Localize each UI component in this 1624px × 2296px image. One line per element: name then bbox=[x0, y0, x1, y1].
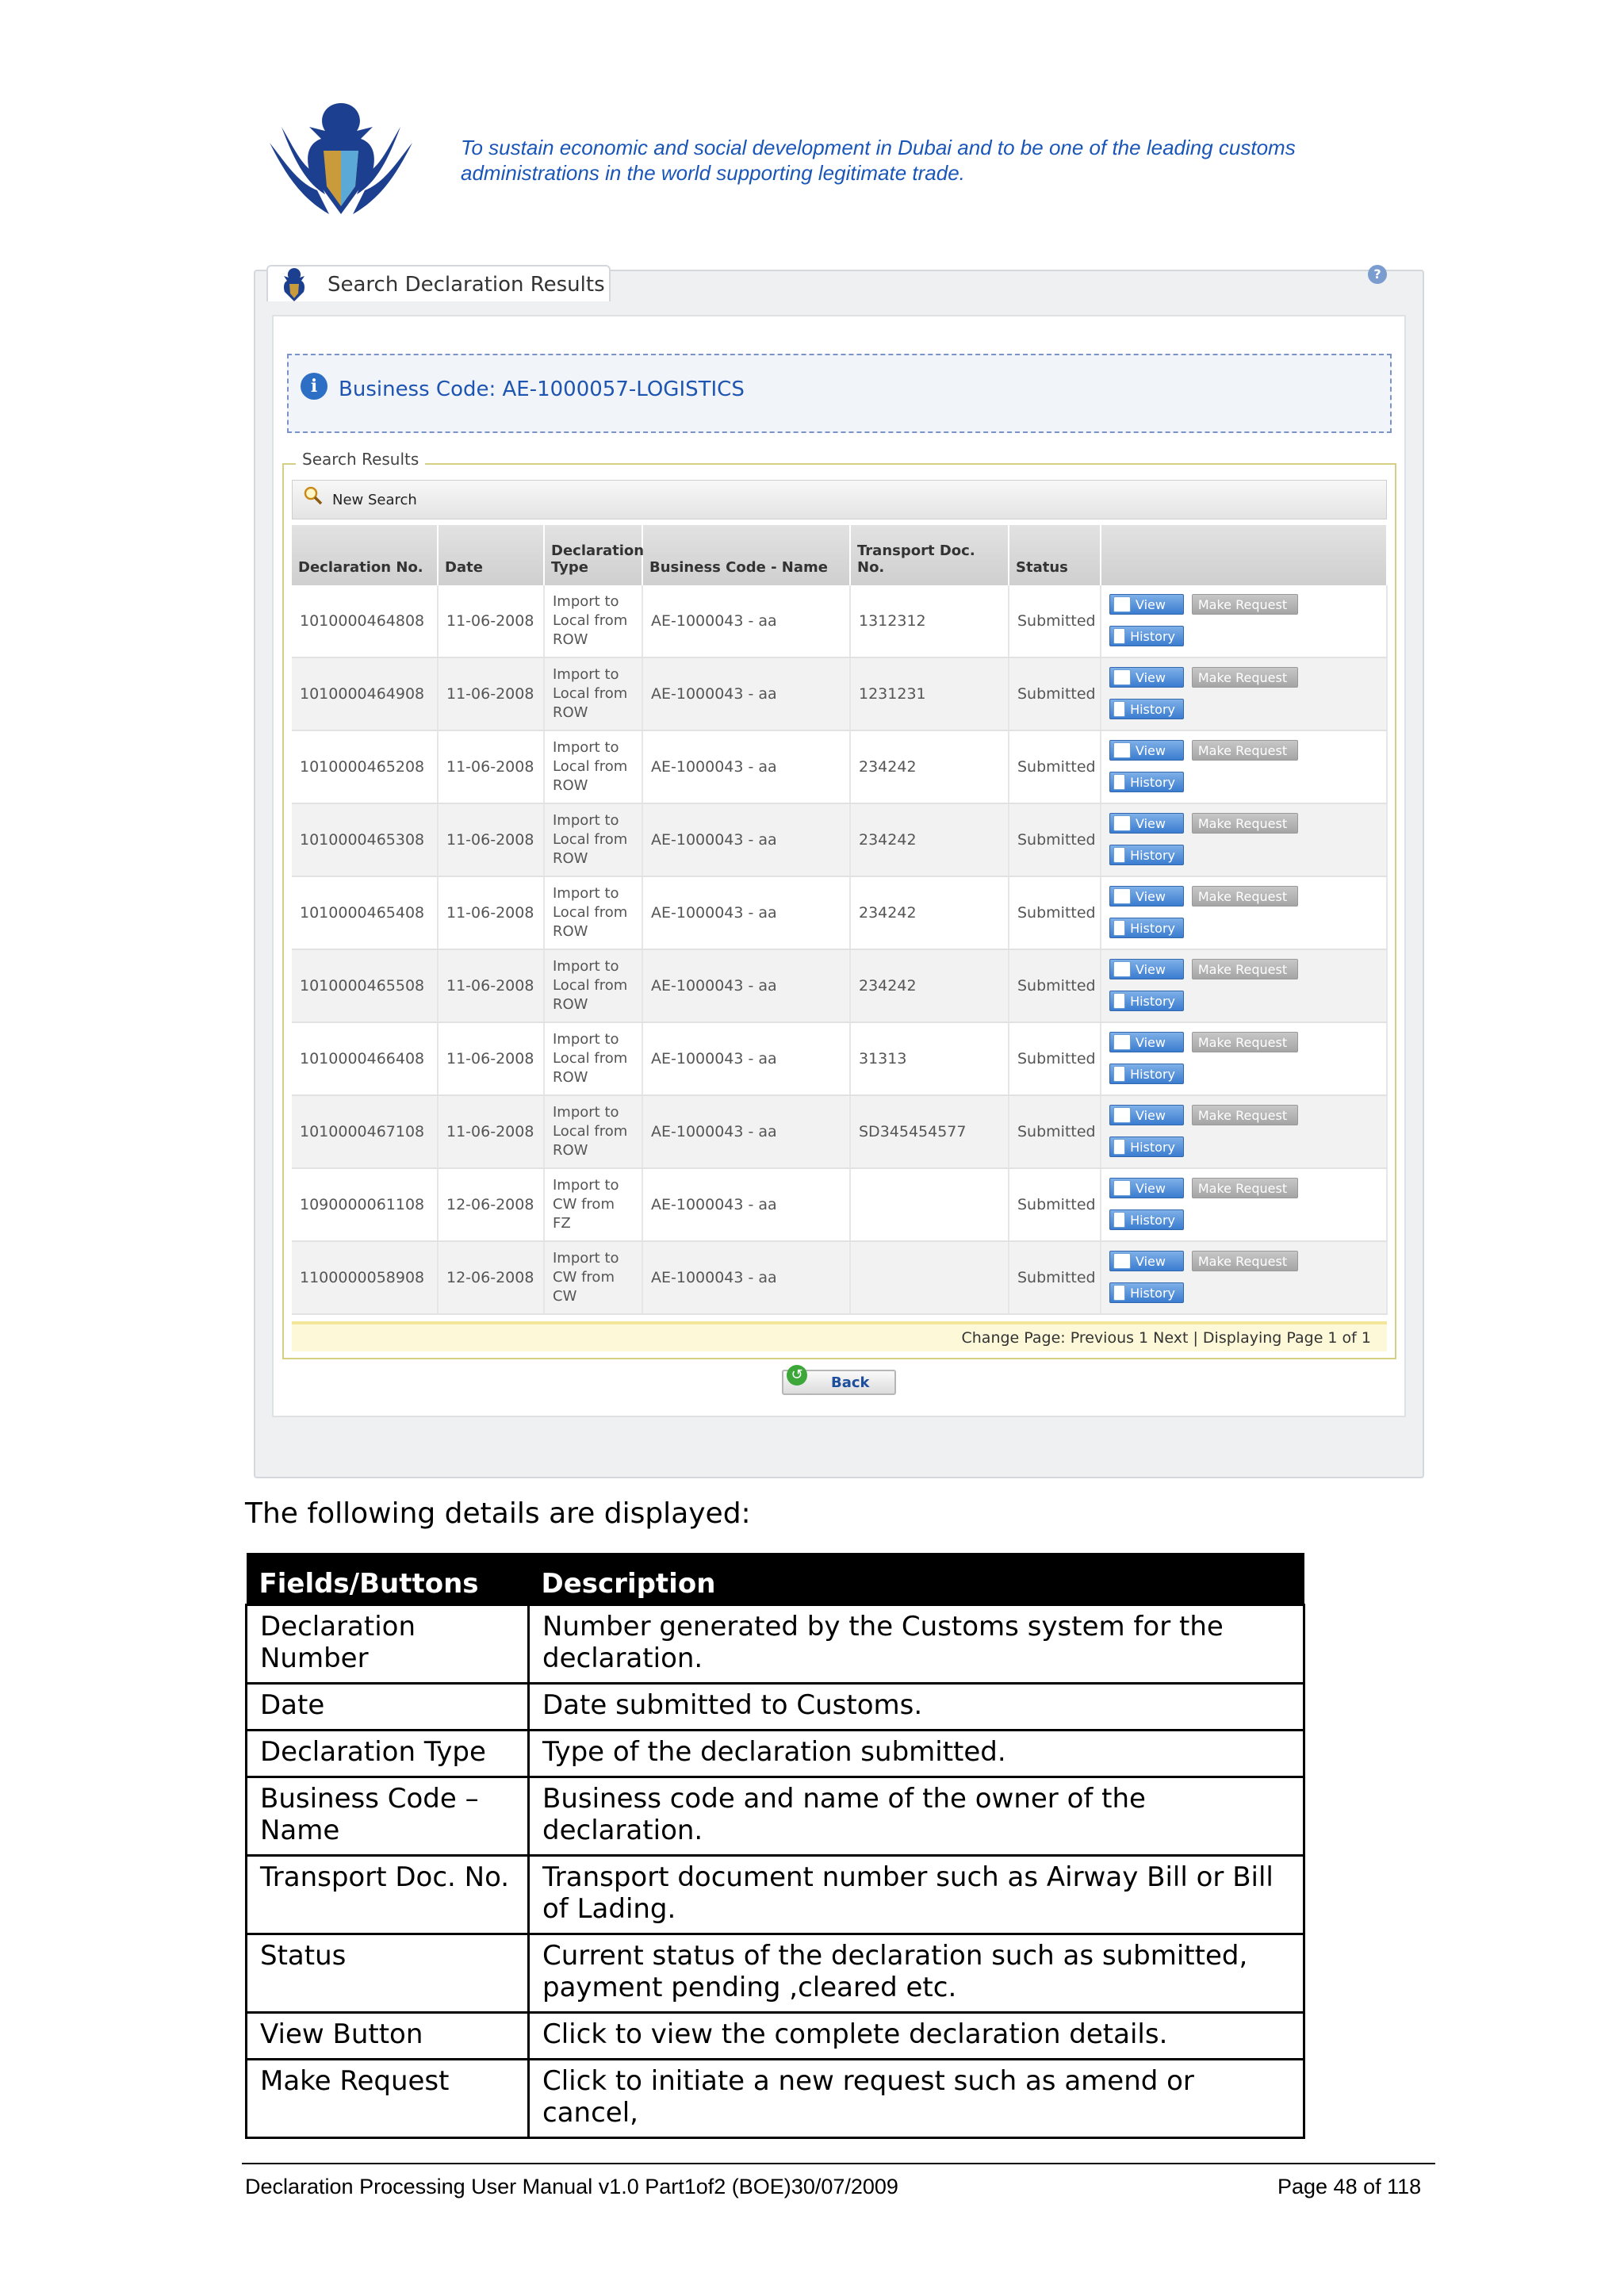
make-request-button[interactable] bbox=[1192, 1032, 1298, 1052]
actions-cell bbox=[1101, 730, 1387, 803]
declaration-number-cell: 1010000465208 bbox=[292, 730, 438, 803]
field-cell: Make Request bbox=[247, 2060, 529, 2138]
declaration-number-cell: 1010000465308 bbox=[292, 803, 438, 876]
actions-cell bbox=[1101, 949, 1387, 1022]
declaration-type-cell: Import to Local from ROW bbox=[544, 1022, 642, 1095]
table-header-row bbox=[292, 525, 1387, 585]
view-icon bbox=[1113, 1180, 1131, 1196]
view-label: View bbox=[1136, 961, 1166, 977]
actions-cell bbox=[1101, 1168, 1387, 1241]
make-request-label: Make Request bbox=[1197, 596, 1288, 612]
description-cell: Click to view the complete declaration details. bbox=[529, 2013, 1304, 2060]
pager-text[interactable]: Change Page: Previous 1 Next | Displaying Page 1 of 1 bbox=[961, 1329, 1371, 1347]
column-header[interactable]: Business Code - Name bbox=[642, 525, 850, 585]
history-button[interactable] bbox=[1109, 1137, 1184, 1157]
view-button[interactable] bbox=[1109, 594, 1184, 615]
date-cell: 11-06-2008 bbox=[438, 949, 544, 1022]
make-request-button[interactable] bbox=[1192, 1251, 1298, 1271]
transport-doc-cell: 1312312 bbox=[850, 585, 1009, 657]
transport-doc-cell: 31313 bbox=[850, 1022, 1009, 1095]
make-request-label: Make Request bbox=[1197, 669, 1288, 685]
table-row bbox=[292, 1095, 1387, 1168]
history-label: History bbox=[1130, 993, 1175, 1009]
make-request-label: Make Request bbox=[1197, 1107, 1288, 1123]
view-icon bbox=[1113, 1107, 1131, 1123]
status-cell: Submitted bbox=[1009, 585, 1101, 657]
page-number: Page 48 of 118 bbox=[1277, 2175, 1422, 2198]
make-request-label: Make Request bbox=[1197, 1253, 1288, 1269]
history-label: History bbox=[1130, 701, 1175, 717]
declaration-type-cell: Import to Local from ROW bbox=[544, 876, 642, 949]
view-button[interactable] bbox=[1109, 959, 1184, 979]
business-code-cell: AE-1000043 - aa bbox=[642, 730, 850, 803]
view-label: View bbox=[1136, 888, 1166, 904]
declaration-number-cell: 1010000465408 bbox=[292, 876, 438, 949]
history-label: History bbox=[1130, 920, 1175, 936]
history-icon bbox=[1113, 628, 1125, 644]
make-request-button[interactable] bbox=[1192, 886, 1298, 907]
description-cell: Transport document number such as Airway Bill or Bill of Lading. bbox=[529, 1856, 1304, 1934]
table-row bbox=[292, 803, 1387, 876]
business-code-cell: AE-1000043 - aa bbox=[642, 1241, 850, 1314]
tagline-line-2: administrations in the world supporting legitimate trade. bbox=[461, 161, 965, 185]
transport-doc-cell: 234242 bbox=[850, 803, 1009, 876]
description-cell: Type of the declaration submitted. bbox=[529, 1731, 1304, 1777]
view-icon bbox=[1113, 961, 1131, 977]
view-icon bbox=[1113, 1034, 1131, 1050]
view-icon bbox=[1113, 596, 1131, 612]
fields-table-row bbox=[247, 2013, 1304, 2060]
make-request-label: Make Request bbox=[1197, 815, 1288, 831]
make-request-button[interactable] bbox=[1192, 959, 1298, 979]
table-row bbox=[292, 1022, 1387, 1095]
declaration-number-cell: 1010000467108 bbox=[292, 1095, 438, 1168]
view-button[interactable] bbox=[1109, 740, 1184, 761]
business-code-cell: AE-1000043 - aa bbox=[642, 1168, 850, 1241]
transport-doc-cell: SD345454577 bbox=[850, 1095, 1009, 1168]
history-button[interactable] bbox=[1109, 626, 1184, 646]
search-icon[interactable] bbox=[303, 485, 324, 506]
make-request-button[interactable] bbox=[1192, 594, 1298, 615]
fields-table-row bbox=[247, 2060, 1304, 2138]
tagline-line-1: To sustain economic and social development in Dubai and to be one of the leading customs bbox=[461, 136, 1296, 159]
history-icon bbox=[1113, 701, 1125, 717]
declaration-type-cell: Import to CW from CW bbox=[544, 1241, 642, 1314]
fields-table-row bbox=[247, 1777, 1304, 1856]
declaration-number-cell: 1010000464908 bbox=[292, 657, 438, 730]
declaration-type-cell: Import to Local from ROW bbox=[544, 1095, 642, 1168]
search-results-legend: Search Results bbox=[296, 450, 425, 469]
intro-text: The following details are displayed: bbox=[245, 1497, 751, 1530]
make-request-button[interactable] bbox=[1192, 1178, 1298, 1198]
view-button[interactable] bbox=[1109, 1032, 1184, 1052]
make-request-button[interactable] bbox=[1192, 740, 1298, 761]
status-cell: Submitted bbox=[1009, 657, 1101, 730]
history-icon bbox=[1113, 1285, 1125, 1301]
field-cell: View Button bbox=[247, 2013, 529, 2060]
date-cell: 11-06-2008 bbox=[438, 1095, 544, 1168]
transport-doc-cell: 1231231 bbox=[850, 657, 1009, 730]
table-row bbox=[292, 657, 1387, 730]
table-row bbox=[292, 1241, 1387, 1314]
history-label: History bbox=[1130, 1212, 1175, 1228]
view-icon bbox=[1113, 742, 1131, 758]
view-icon bbox=[1113, 815, 1131, 831]
date-cell: 11-06-2008 bbox=[438, 657, 544, 730]
business-code-cell: AE-1000043 - aa bbox=[642, 949, 850, 1022]
declaration-number-cell: 1090000061108 bbox=[292, 1168, 438, 1241]
make-request-label: Make Request bbox=[1197, 742, 1288, 758]
field-cell: Business Code – Name bbox=[247, 1777, 529, 1856]
fields-header: Fields/Buttons bbox=[247, 1553, 529, 1605]
make-request-label: Make Request bbox=[1197, 888, 1288, 904]
description-cell: Current status of the declaration such as submitted, payment pending ,cleared etc. bbox=[529, 1934, 1304, 2013]
field-cell: Transport Doc. No. bbox=[247, 1856, 529, 1934]
transport-doc-cell bbox=[850, 1168, 1009, 1241]
table-row bbox=[292, 1168, 1387, 1241]
view-label: View bbox=[1136, 1107, 1166, 1123]
declaration-type-cell: Import to Local from ROW bbox=[544, 803, 642, 876]
column-header bbox=[1101, 525, 1387, 585]
fields-table-row bbox=[247, 1605, 1304, 1684]
history-label: History bbox=[1130, 774, 1175, 790]
view-button[interactable] bbox=[1109, 886, 1184, 907]
view-button[interactable] bbox=[1109, 1178, 1184, 1198]
actions-cell bbox=[1101, 1095, 1387, 1168]
view-label: View bbox=[1136, 815, 1166, 831]
description-cell: Business code and name of the owner of the declaration. bbox=[529, 1777, 1304, 1856]
declaration-type-cell: Import to Local from ROW bbox=[544, 585, 642, 657]
description-header: Description bbox=[529, 1553, 1304, 1605]
declaration-number-cell: 1100000058908 bbox=[292, 1241, 438, 1314]
actions-cell bbox=[1101, 1022, 1387, 1095]
footer-rule bbox=[242, 2163, 1435, 2164]
field-cell: Status bbox=[247, 1934, 529, 2013]
history-icon bbox=[1113, 920, 1125, 936]
business-code-cell: AE-1000043 - aa bbox=[642, 1095, 850, 1168]
panel-title: Search Declaration Results bbox=[327, 273, 605, 297]
history-button[interactable] bbox=[1109, 1064, 1184, 1084]
description-cell: Date submitted to Customs. bbox=[529, 1684, 1304, 1731]
results-toolbar bbox=[292, 480, 1387, 519]
history-label: History bbox=[1130, 1066, 1175, 1082]
status-cell: Submitted bbox=[1009, 876, 1101, 949]
make-request-button[interactable] bbox=[1192, 1105, 1298, 1125]
business-code-cell: AE-1000043 - aa bbox=[642, 657, 850, 730]
declaration-type-cell: Import to Local from ROW bbox=[544, 730, 642, 803]
status-cell: Submitted bbox=[1009, 1168, 1101, 1241]
actions-cell bbox=[1101, 876, 1387, 949]
history-label: History bbox=[1130, 628, 1175, 644]
make-request-button[interactable] bbox=[1192, 667, 1298, 688]
history-label: History bbox=[1130, 1285, 1175, 1301]
view-label: View bbox=[1136, 596, 1166, 612]
fields-table-row bbox=[247, 1856, 1304, 1934]
status-cell: Submitted bbox=[1009, 1095, 1101, 1168]
back-label[interactable]: Back bbox=[831, 1374, 870, 1391]
dubai-customs-logo bbox=[262, 95, 420, 230]
status-cell: Submitted bbox=[1009, 803, 1101, 876]
fields-table bbox=[245, 1553, 1305, 2139]
view-label: View bbox=[1136, 1180, 1166, 1196]
history-icon bbox=[1113, 774, 1125, 790]
view-label: View bbox=[1136, 742, 1166, 758]
history-button[interactable] bbox=[1109, 1209, 1184, 1230]
business-code-cell: AE-1000043 - aa bbox=[642, 876, 850, 949]
make-request-label: Make Request bbox=[1197, 1180, 1288, 1196]
business-code-cell: AE-1000043 - aa bbox=[642, 1022, 850, 1095]
history-icon bbox=[1113, 1212, 1125, 1228]
status-cell: Submitted bbox=[1009, 1022, 1101, 1095]
history-icon bbox=[1113, 1139, 1125, 1155]
view-button[interactable] bbox=[1109, 1251, 1184, 1271]
fields-table-row bbox=[247, 1731, 1304, 1777]
table-row bbox=[292, 876, 1387, 949]
view-icon bbox=[1113, 1253, 1131, 1269]
history-button[interactable] bbox=[1109, 699, 1184, 719]
description-cell: Number generated by the Customs system for the declaration. bbox=[529, 1605, 1304, 1684]
column-header[interactable]: Transport Doc. No. bbox=[850, 525, 1009, 585]
back-arrow-icon: ↺ bbox=[787, 1365, 807, 1386]
business-code-label: Business Code: AE-1000057-LOGISTICS bbox=[339, 378, 745, 401]
declaration-type-cell: Import to Local from ROW bbox=[544, 949, 642, 1022]
column-header[interactable]: Date bbox=[438, 525, 544, 585]
actions-cell bbox=[1101, 585, 1387, 657]
actions-cell bbox=[1101, 657, 1387, 730]
date-cell: 11-06-2008 bbox=[438, 803, 544, 876]
view-icon bbox=[1113, 669, 1131, 685]
view-button[interactable] bbox=[1109, 813, 1184, 834]
declaration-type-cell: Import to Local from ROW bbox=[544, 657, 642, 730]
transport-doc-cell: 234242 bbox=[850, 876, 1009, 949]
description-cell: Click to initiate a new request such as amend or cancel, bbox=[529, 2060, 1304, 2138]
history-button[interactable] bbox=[1109, 772, 1184, 792]
view-icon bbox=[1113, 888, 1131, 904]
view-label: View bbox=[1136, 1034, 1166, 1050]
view-label: View bbox=[1136, 669, 1166, 685]
business-code-cell: AE-1000043 - aa bbox=[642, 585, 850, 657]
history-button[interactable] bbox=[1109, 918, 1184, 938]
date-cell: 12-06-2008 bbox=[438, 1168, 544, 1241]
view-label: View bbox=[1136, 1253, 1166, 1269]
view-button[interactable] bbox=[1109, 1105, 1184, 1125]
history-button[interactable] bbox=[1109, 1282, 1184, 1303]
table-row bbox=[292, 730, 1387, 803]
declarations-table bbox=[292, 525, 1388, 1315]
declaration-number-cell: 1010000466408 bbox=[292, 1022, 438, 1095]
table-row bbox=[292, 585, 1387, 657]
make-request-label: Make Request bbox=[1197, 1034, 1288, 1050]
date-cell: 11-06-2008 bbox=[438, 876, 544, 949]
business-code-cell: AE-1000043 - aa bbox=[642, 803, 850, 876]
history-icon bbox=[1113, 1066, 1125, 1082]
history-button[interactable] bbox=[1109, 991, 1184, 1011]
transport-doc-cell: 234242 bbox=[850, 949, 1009, 1022]
date-cell: 11-06-2008 bbox=[438, 730, 544, 803]
declaration-type-cell: Import to CW from FZ bbox=[544, 1168, 642, 1241]
fields-table-header bbox=[247, 1553, 1304, 1605]
actions-cell bbox=[1101, 1241, 1387, 1314]
field-cell: Date bbox=[247, 1684, 529, 1731]
date-cell: 11-06-2008 bbox=[438, 585, 544, 657]
status-cell: Submitted bbox=[1009, 1241, 1101, 1314]
footer-title: Declaration Processing User Manual v1.0 Part1of2 (BOE)30/07/2009 bbox=[245, 2175, 898, 2198]
date-cell: 11-06-2008 bbox=[438, 1022, 544, 1095]
fields-table-row bbox=[247, 1684, 1304, 1731]
make-request-label: Make Request bbox=[1197, 961, 1288, 977]
fields-table-row bbox=[247, 1934, 1304, 2013]
history-label: History bbox=[1130, 847, 1175, 863]
status-cell: Submitted bbox=[1009, 949, 1101, 1022]
actions-cell bbox=[1101, 803, 1387, 876]
column-header[interactable]: Status bbox=[1009, 525, 1101, 585]
transport-doc-cell: 234242 bbox=[850, 730, 1009, 803]
help-icon[interactable]: ? bbox=[1368, 265, 1387, 284]
tagline bbox=[461, 135, 1381, 186]
column-header[interactable]: Declaration Type bbox=[544, 525, 642, 585]
transport-doc-cell bbox=[850, 1241, 1009, 1314]
table-row bbox=[292, 949, 1387, 1022]
history-icon bbox=[1113, 847, 1125, 863]
field-cell: Declaration Number bbox=[247, 1605, 529, 1684]
new-search-link[interactable]: New Search bbox=[332, 492, 417, 508]
status-cell: Submitted bbox=[1009, 730, 1101, 803]
history-label: History bbox=[1130, 1139, 1175, 1155]
date-cell: 12-06-2008 bbox=[438, 1241, 544, 1314]
column-header[interactable]: Declaration No. bbox=[292, 525, 438, 585]
history-button[interactable] bbox=[1109, 845, 1184, 865]
pager-bar bbox=[292, 1321, 1387, 1351]
make-request-button[interactable] bbox=[1192, 813, 1298, 834]
history-icon bbox=[1113, 993, 1125, 1009]
field-cell: Declaration Type bbox=[247, 1731, 529, 1777]
info-icon: i bbox=[301, 373, 327, 400]
customs-emblem-icon bbox=[273, 265, 316, 306]
view-button[interactable] bbox=[1109, 667, 1184, 688]
declaration-number-cell: 1010000464808 bbox=[292, 585, 438, 657]
declaration-number-cell: 1010000465508 bbox=[292, 949, 438, 1022]
